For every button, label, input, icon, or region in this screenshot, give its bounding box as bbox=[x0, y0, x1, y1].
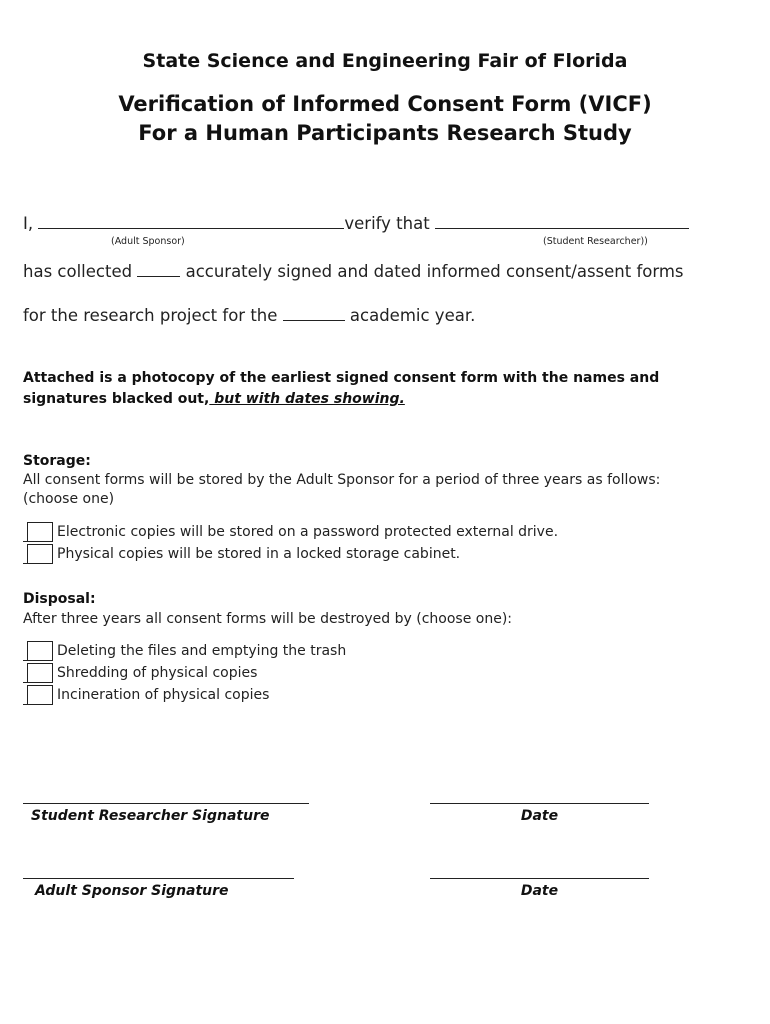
adult-date-label: Date bbox=[520, 883, 559, 899]
academic-year-blank[interactable] bbox=[283, 306, 345, 321]
adult-sponsor-blank[interactable] bbox=[38, 214, 344, 229]
storage-description bbox=[23, 471, 660, 509]
attached-line-2-prefix: signatures blacked out, bbox=[23, 391, 210, 407]
attached-paragraph bbox=[23, 368, 659, 410]
adult-signature-label: Adult Sponsor Signature bbox=[35, 883, 229, 899]
student-signature-label: Student Researcher Signature bbox=[31, 808, 270, 824]
form-title-line-2: For a Human Participants Research Study bbox=[138, 121, 632, 145]
disposal-options bbox=[23, 639, 346, 705]
disposal-option-label: Incineration of physical copies bbox=[57, 687, 270, 703]
form-count-blank[interactable] bbox=[137, 262, 180, 277]
adult-sponsor-hint: (Adult Sponsor) bbox=[111, 236, 185, 247]
statement-line-1 bbox=[23, 214, 689, 233]
electronic-copies-checkbox[interactable] bbox=[27, 522, 53, 542]
attached-line-2 bbox=[23, 389, 659, 410]
organization-name: State Science and Engineering Fair of Florida bbox=[142, 50, 628, 72]
verify-text: verify that bbox=[344, 214, 430, 233]
shredding-checkbox[interactable] bbox=[27, 663, 53, 683]
adult-signature-line[interactable] bbox=[23, 878, 294, 879]
storage-description-line-1: All consent forms will be stored by the Adult Sponsor for a period of three years as follows: bbox=[23, 472, 661, 488]
student-researcher-hint: (Student Researcher)) bbox=[543, 236, 648, 247]
attached-line-1: Attached is a photocopy of the earliest signed consent form with the names and bbox=[23, 370, 660, 386]
has-collected-text: has collected bbox=[23, 262, 133, 281]
disposal-option-delete bbox=[23, 639, 346, 661]
storage-option-electronic bbox=[23, 520, 558, 542]
adult-date-line[interactable] bbox=[430, 878, 649, 879]
i-prefix: I, bbox=[23, 214, 34, 233]
storage-heading: Storage: bbox=[23, 453, 91, 469]
disposal-description: After three years all consent forms will be destroyed by (choose one): bbox=[23, 611, 513, 627]
student-researcher-blank[interactable] bbox=[435, 214, 689, 229]
student-signature-line[interactable] bbox=[23, 803, 309, 804]
incineration-checkbox[interactable] bbox=[27, 685, 53, 705]
disposal-option-shred bbox=[23, 661, 346, 683]
storage-description-line-2: (choose one) bbox=[23, 491, 115, 507]
disposal-option-label: Shredding of physical copies bbox=[57, 665, 258, 681]
dates-showing-emphasis: but with dates showing. bbox=[209, 391, 405, 407]
student-date-line[interactable] bbox=[430, 803, 649, 804]
disposal-option-label: Deleting the files and emptying the trash bbox=[57, 643, 347, 659]
student-date-label: Date bbox=[520, 808, 559, 824]
physical-copies-checkbox[interactable] bbox=[27, 544, 53, 564]
storage-options bbox=[23, 520, 558, 564]
academic-year-text: academic year. bbox=[349, 306, 476, 325]
statement-line-2 bbox=[23, 262, 684, 281]
storage-option-label: Physical copies will be stored in a locked storage cabinet. bbox=[57, 546, 461, 562]
form-title-line-1: Verification of Informed Consent Form (VICF) bbox=[118, 92, 652, 116]
disposal-heading: Disposal: bbox=[23, 591, 96, 607]
delete-files-checkbox[interactable] bbox=[27, 641, 53, 661]
for-project-text: for the research project for the bbox=[23, 306, 278, 325]
storage-option-physical bbox=[23, 542, 558, 564]
accurately-text: accurately signed and dated informed consent/assent forms bbox=[185, 262, 684, 281]
disposal-option-incinerate bbox=[23, 683, 346, 705]
statement-line-3 bbox=[23, 306, 475, 325]
storage-option-label: Electronic copies will be stored on a password protected external drive. bbox=[57, 524, 559, 540]
